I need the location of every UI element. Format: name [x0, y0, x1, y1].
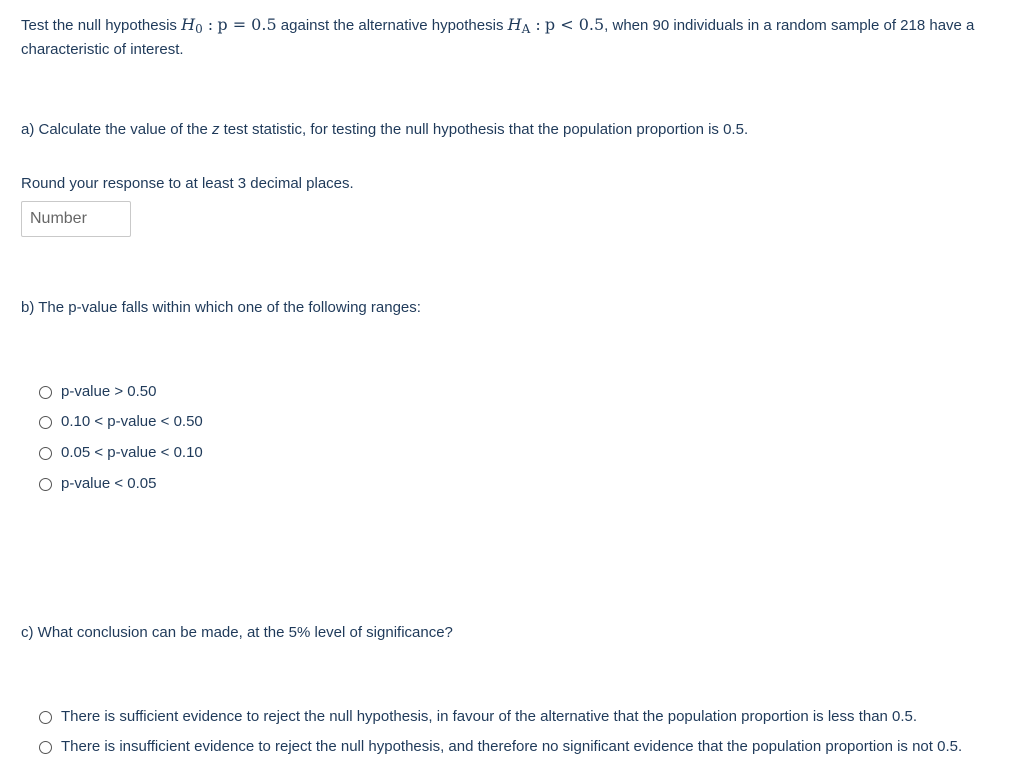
- option-label: 0.10 < p-value < 0.50: [61, 413, 203, 430]
- rounding-instruction: Round your response to at least 3 decimal places.: [21, 175, 354, 192]
- alt-hypothesis-symbol: $H_A$ :: [507, 15, 541, 36]
- intro-text-1: Test the null hypothesis: [21, 17, 177, 34]
- radio-button-icon[interactable]: [39, 478, 52, 491]
- pvalue-option-2[interactable]: [39, 410, 203, 434]
- option-label: p-value < 0.05: [61, 475, 157, 492]
- option-label: There is sufficient evidence to reject the null hypothesis, in favour of the alternative that the population proportion is less than 0.5.: [61, 708, 918, 725]
- pvalue-option-4[interactable]: [39, 472, 157, 496]
- part-a-prefix: a) Calculate the value of the: [21, 121, 208, 138]
- option-label: 0.05 < p-value < 0.10: [61, 444, 203, 461]
- alt-hypothesis-expression: p < 0.5: [544, 15, 605, 34]
- part-c-question: c) What conclusion can be made, at the 5% level of significance?: [21, 624, 453, 641]
- conclusion-option-2[interactable]: [39, 735, 962, 759]
- z-symbol: z: [211, 121, 220, 138]
- part-b-question: b) The p-value falls within which one of the following ranges:: [21, 299, 421, 316]
- problem-statement: [21, 13, 1021, 62]
- z-statistic-input[interactable]: [21, 201, 131, 237]
- option-label: There is insufficient evidence to reject the null hypothesis, and therefore no significant evidence that the population proportion is not 0.5.: [61, 738, 963, 755]
- conclusion-option-1[interactable]: [39, 705, 917, 729]
- pvalue-option-3[interactable]: [39, 441, 203, 465]
- intro-text-3: , when 90 individuals in a random sample of 218 have a characteristic of interest.: [21, 17, 975, 58]
- part-a-question: [21, 118, 748, 142]
- radio-button-icon[interactable]: [39, 447, 52, 460]
- radio-button-icon[interactable]: [39, 711, 52, 724]
- radio-button-icon[interactable]: [39, 416, 52, 429]
- radio-button-icon[interactable]: [39, 386, 52, 399]
- option-label: p-value > 0.50: [61, 383, 157, 400]
- null-hypothesis-expression: p = 0.5: [217, 15, 277, 34]
- null-hypothesis-symbol: $H_0$ :: [181, 15, 214, 36]
- pvalue-option-1[interactable]: [39, 380, 157, 404]
- intro-text-2: against the alternative hypothesis: [280, 17, 504, 34]
- radio-button-icon[interactable]: [39, 741, 52, 754]
- part-a-suffix: test statistic, for testing the null hypothesis that the population proportion is 0.5.: [223, 121, 749, 138]
